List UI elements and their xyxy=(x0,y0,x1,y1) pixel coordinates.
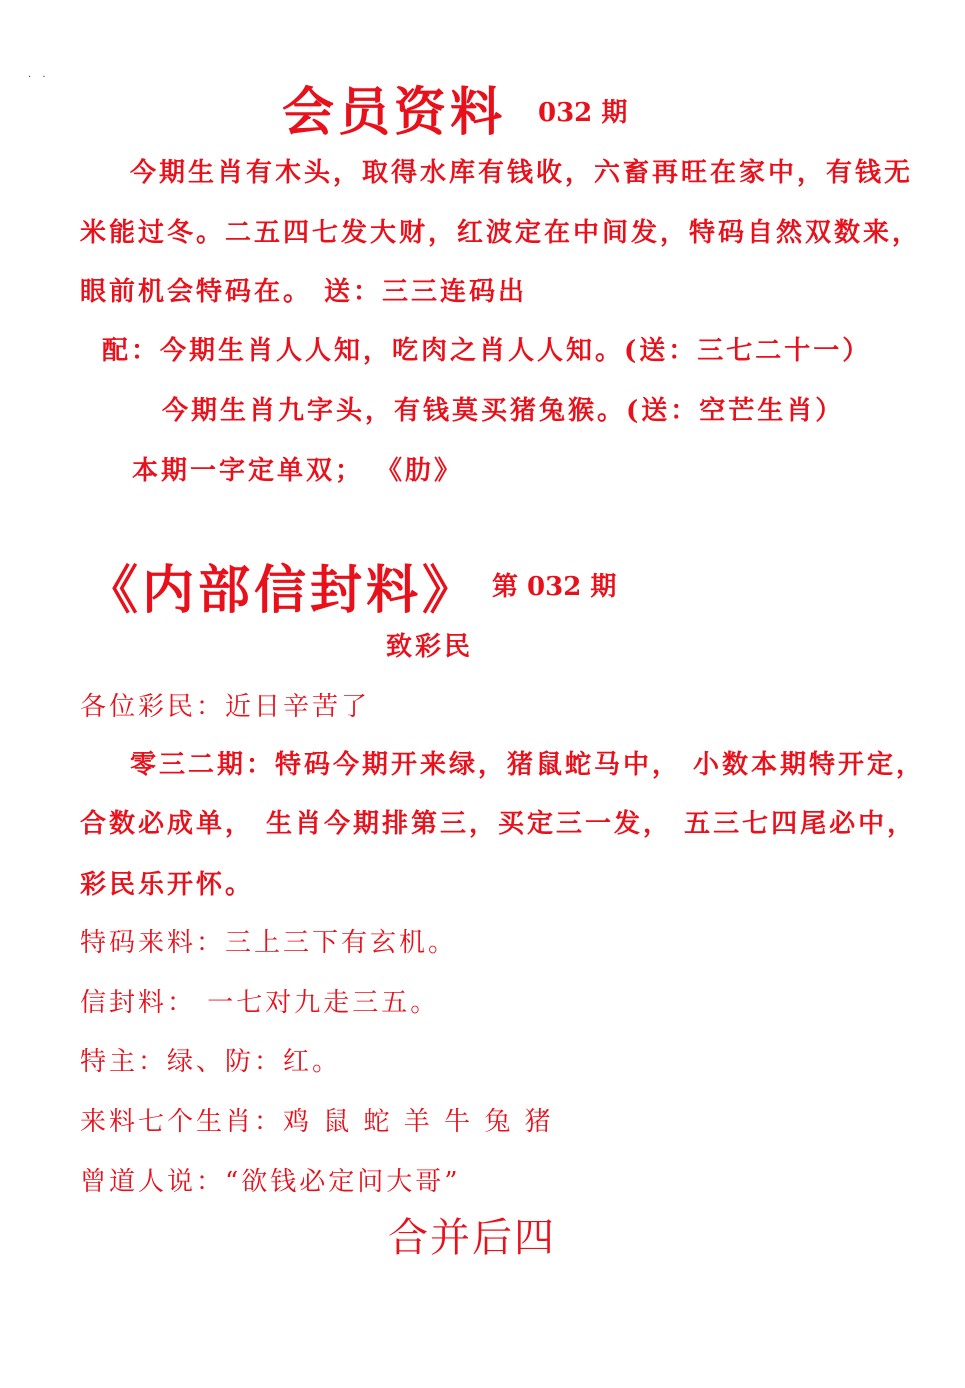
member-info-line-3: 眼前机会特码在。 送：三三连码出 xyxy=(80,277,528,307)
envelope-line-1: 各位彩民：近日辛苦了 xyxy=(80,692,371,722)
scan-specks: · · xyxy=(28,72,50,83)
envelope-line-5: 特码来料：三上三下有玄机。 xyxy=(80,928,458,958)
envelope-line-8: 来料七个生肖：鸡 鼠 蛇 羊 牛 兔 猪 xyxy=(80,1107,554,1137)
envelope-line-7: 特主：绿、防：红。 xyxy=(80,1047,342,1077)
member-info-line-6: 本期一字定单双； 《肋》 xyxy=(132,456,464,486)
envelope-line-3: 合数必成单， 生肖今期排第三，买定三一发， 五三七四尾必中， xyxy=(80,809,917,839)
member-info-issue: 032 期 xyxy=(538,98,628,128)
envelope-title: 《内部信封料》 xyxy=(86,560,479,621)
envelope-line-2: 零三二期：特码今期开来绿，猪鼠蛇马中， 小数本期特开定， xyxy=(130,750,926,780)
envelope-line-4: 彩民乐开怀。 xyxy=(80,870,255,900)
envelope-subtitle: 致彩民 xyxy=(386,632,474,662)
envelope-line-6: 信封料： 一七对九走三五。 xyxy=(80,988,440,1018)
envelope-issue: 第 032 期 xyxy=(492,572,617,602)
envelope-footer: 合并后四 xyxy=(388,1215,556,1261)
member-info-line-1: 今期生肖有木头，取得水库有钱收，六畜再旺在家中，有钱无 xyxy=(130,158,914,188)
member-info-line-2: 米能过冬。二五四七发大财，红波定在中间发，特码自然双数来， xyxy=(80,218,922,248)
envelope-line-9: 曾道人说：“欲钱必定问大哥” xyxy=(80,1167,461,1197)
member-info-line-5: 今期生肖九字头，有钱莫买猪兔猴。(送：空芒生肖） xyxy=(162,396,845,426)
member-info-line-4: 配：今期生肖人人知，吃肉之肖人人知。(送：三七二十一） xyxy=(102,336,872,366)
member-info-title: 会员资料 xyxy=(282,82,507,143)
